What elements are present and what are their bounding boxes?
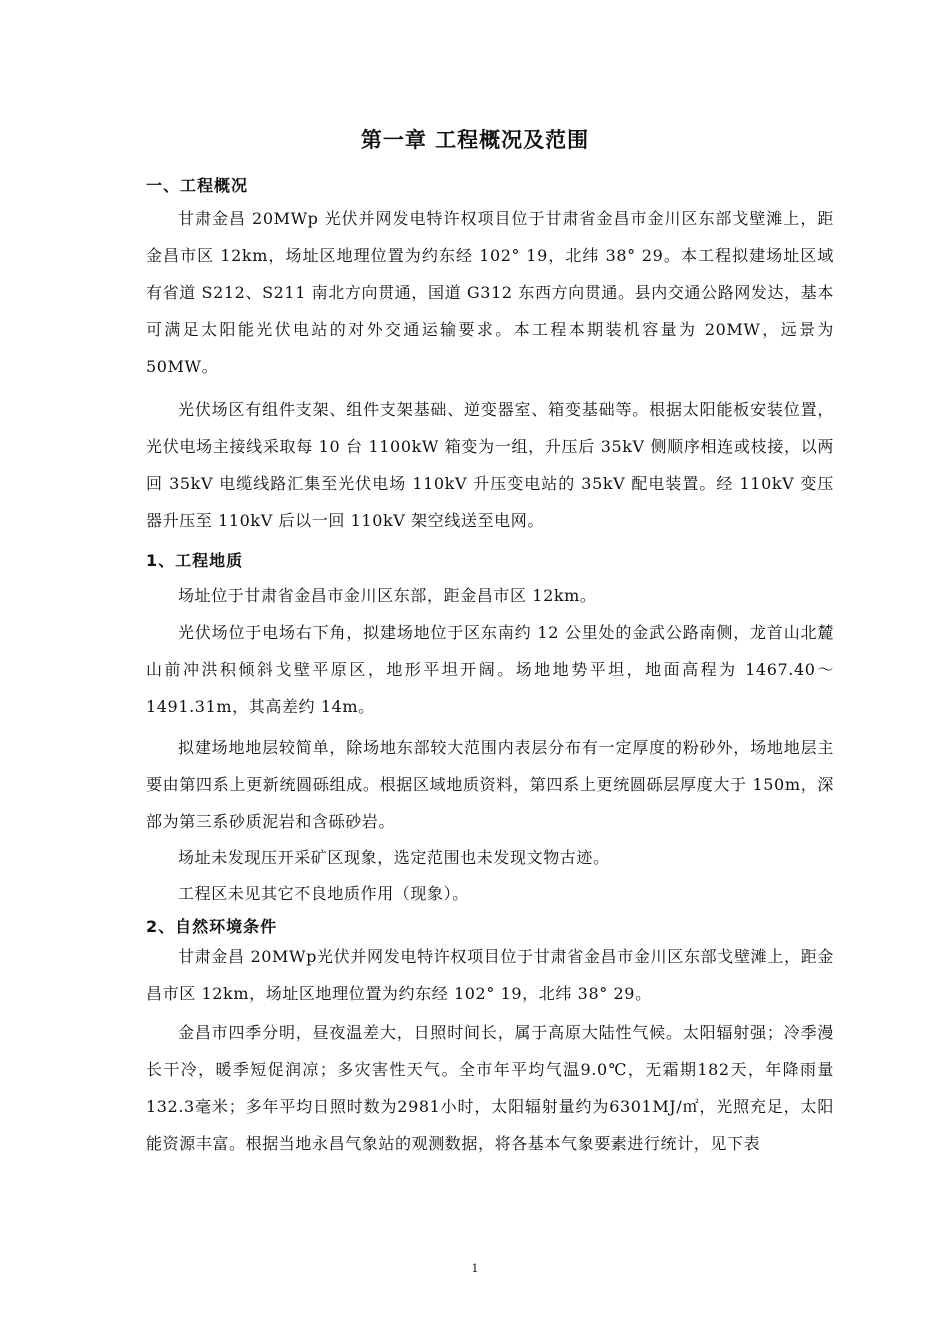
paragraph: 金昌市四季分明，昼夜温差大，日照时间长，属于高原大陆性气候。太阳辐射强；冷季漫长干冷，暖季短促润凉；多灾害性天气。全市年平均气温9.0℃，无霜期182天，年降雨量132.3毫米；多年平均日照时数为2981小时，太阳辐射量约为6301MJ/㎡，光照充足，太阳能资源丰富。根据当地永昌气象站的观测数据，将各基本气象要素进行统计，见下表	[146, 1023, 834, 1153]
paragraph: 场址位于甘肃省金昌市金川区东部，距金昌市区 12km。	[178, 586, 597, 605]
paragraph: 拟建场地地层较简单，除场地东部较大范围内表层分布有一定厚度的粉砂外，场地地层主要由第四系上更新统圆砾组成。根据区域地质资料，第四系上更统圆砾层厚度大于 150m，深部为第三系砂质泥岩和含砾砂岩。	[146, 738, 834, 831]
section-heading-overview: 一、工程概况	[146, 176, 249, 195]
subsection-heading-geology: 1、工程地质	[146, 551, 244, 570]
subsection-heading-environment: 2、自然环境条件	[146, 917, 278, 936]
paragraph: 光伏场区有组件支架、组件支架基础、逆变器室、箱变基础等。根据太阳能板安装位置，光伏电场主接线采取每 10 台 1100kW 箱变为一组，升压后 35kV 侧顺序相连或枝接，以两回 35kV 电缆线路汇集至光伏电场 110kV 升压变电站的 35kV 配电装置。经 110kV 变压器升压至 110kV 后以一回 110kV 架空线送至电网。	[146, 400, 834, 530]
paragraph: 光伏场位于电场右下角，拟建场地位于区东南约 12 公里处的金武公路南侧，龙首山北麓山前冲洪积倾斜戈壁平原区，地形平坦开阔。场地地势平坦，地面高程为 1467.40～1491.31m，其高差约 14m。	[146, 623, 834, 716]
page-number: 1	[471, 1262, 479, 1275]
chapter-title: 第一章 工程概况及范围	[360, 128, 590, 152]
paragraph: 甘肃金昌 20MWp光伏并网发电特许权项目位于甘肃省金昌市金川区东部戈壁滩上，距金昌市区 12km，场址区地理位置为约东经 102° 19，北纬 38° 29。	[146, 947, 834, 1003]
paragraph: 场址未发现压开采矿区现象，选定范围也未发现文物古迹。	[178, 848, 610, 867]
paragraph: 工程区未见其它不良地质作用（现象）。	[178, 884, 469, 903]
paragraph: 甘肃金昌 20MWp 光伏并网发电特许权项目位于甘肃省金昌市金川区东部戈壁滩上，距金昌市区 12km，场址区地理位置为约东经 102° 19，北纬 38° 29。本工程拟建场址区域有省道 S212、S211 南北方向贯通，国道 G312 东西方向贯通。县内交通公路网发达，基本可满足太阳能光伏电站的对外交通运输要求。本工程本期装机容量为 20MW，远景为 50MW。	[146, 209, 834, 376]
